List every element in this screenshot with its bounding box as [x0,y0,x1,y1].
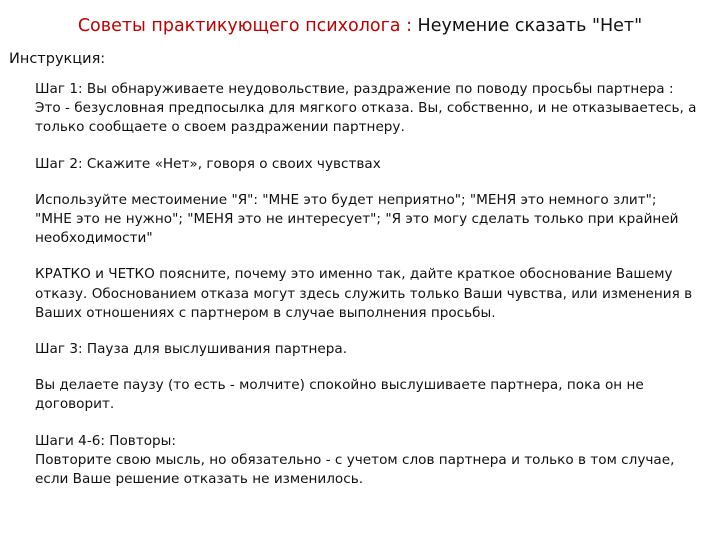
step-2-heading: Шаг 2: Скажите «Нет», говоря о своих чувствах [35,155,381,172]
step-1-line: Это - безусловная предпосылка для мягкого отказа. Вы, собственно, и не отказываетесь, а [35,100,697,117]
explain-paragraph [35,265,707,323]
step-4-6-line: если Ваше решение отказать не изменилось. [35,471,364,488]
step-4-6-line: Шаги 4-6: Повторы: [35,432,176,449]
step-3-heading: Шаг 3: Пауза для выслушивания партнера. [35,341,348,358]
slide-title-accent: Советы практикующего психолога : [77,16,412,36]
explain-line: отказу. Обоснованием отказа могут здесь служить только Ваши чувства, или изменения в [35,285,693,302]
explain-line: КРАТКО и ЧЕТКО поясните, почему это именно так, дайте краткое обоснование Вашему [35,266,673,283]
step-1-paragraph [35,80,707,138]
step-4-6-line: Повторите свою мысль, но обязательно - с учетом слов партнера и только в том случае, [35,451,675,468]
pronoun-paragraph [35,191,707,249]
pronoun-line: необходимости" [35,230,153,247]
explain-line: Ваших отношениях с партнером в случае выполнения просьбы. [35,304,496,321]
step-1-line: только сообщаете о своем раздражении партнеру. [35,119,405,136]
pronoun-line: "МНЕ это не нужно"; "МЕНЯ это не интересует"; "Я это могу сделать только при крайней [35,211,679,228]
step-3-paragraph [35,340,707,359]
pronoun-line: Используйте местоимение "Я": "МНЕ это будет неприятно"; "МЕНЯ это немного злит"; [35,191,657,208]
pause-line: договорит. [35,396,115,413]
step-1-line: Шаг 1: Вы обнаруживаете неудовольствие, раздражение по поводу просьбы партнера : [35,81,674,97]
slide-title [0,14,720,38]
instruction-label: Инструкция: [9,51,106,67]
step-4-6-paragraph [35,432,707,490]
slide-title-rest: Неумение сказать "Нет" [411,16,643,36]
step-2-paragraph [35,155,707,174]
pause-line: Вы делаете паузу (то есть - молчите) спокойно выслушиваете партнера, пока он не [35,377,644,394]
pause-paragraph [35,376,707,414]
slide-body [35,80,707,506]
